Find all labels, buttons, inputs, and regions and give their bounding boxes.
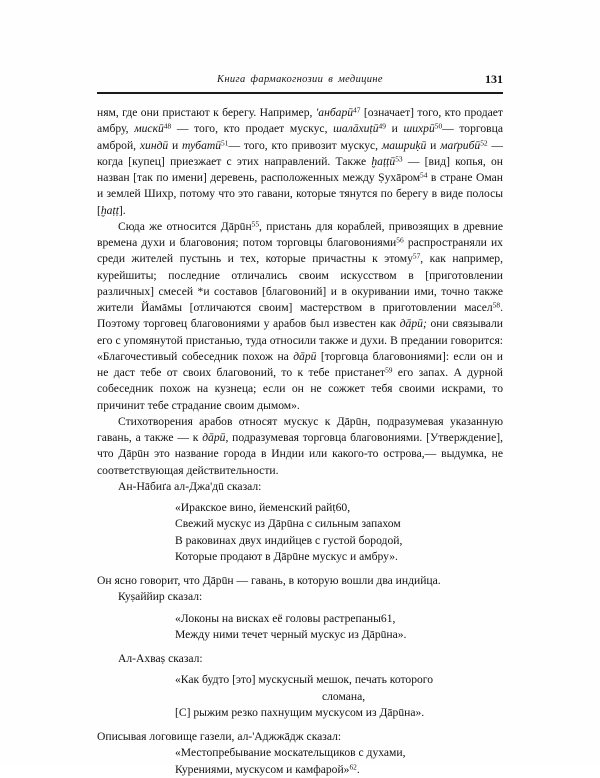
verse-line: «Как будто [это] мускусный мешок, печать которого — [175, 673, 434, 687]
verse-line-overflow: сломана, — [322, 689, 366, 703]
paragraph-2: Сюда же относится Дāрūн$^{55}$, пристань для кораблей, привозящих в древние времена духи и благовония; потом торговцы благовониями$^{56}$ распространяли их среди жителей пустынь и тех, которые причастны к этому$^{57}$, как например, курейшиты; последние отличались своим искусством в [приготовлении различных] смесей *и составов [благовоний] и в окуривании ими, точно также жители Йамāмы [отличаются своим] мастерством в приготовлении масел$^{58}$. Поэтому торговец благовониями у арабов был известен как дāрū; они связывали его с упомянутой пристанью, туда относили также и духи. В предании говорится: «Благочестивый собеседник похож на дāрū [торговца благовониями]: если он и не даст тебе от своих благовоний, то к тебе пристанет$^{59}$ его запах. А дурной собеседник похож на кузнеца; если он не сожжет тебя своими искрами, то причинит тебе страдание своим дымом». — [97, 219, 503, 412]
verse-block-2 — [97, 611, 503, 644]
verse-line: В раковинах двух индийцев с густой бородой, — [175, 533, 403, 547]
page-number: 131 — [485, 72, 503, 86]
verse-block-4 — [97, 745, 503, 778]
paragraph-3: Стихотворения арабов относят мускус к Дāрūн, подразумевая указанную гавань, а также — к дāрū, подразумевая торговца благовониями. [Утверждение], что Дāрūн это название города в Индии или какого-то острова,— выдумка, не соответствующая действительности. — [97, 414, 503, 477]
running-head-title: Книга фармакогнозии в медицине — [217, 74, 383, 85]
speaker-line-2: Куṣаййир сказал: — [118, 590, 203, 604]
verse-line: «Иракское вино, йеменский райṭ60, — [175, 501, 351, 514]
verse-line-text: Курениями, мускусом и камфарой» — [175, 762, 350, 776]
speaker-line-3: Ал-Ахваṣ сказал: — [118, 652, 203, 665]
verse-spacer — [97, 721, 503, 729]
verse-line: «Местопребывание москательщиков с духами, — [175, 746, 406, 760]
comment-line-1: Он ясно говорит, что Дāрūн — гавань, в которую вошли два индийца. — [97, 574, 441, 587]
verse-line: Курениями, мускусом и камфарой»$^{62}$. — [175, 761, 360, 776]
verse-spacer — [97, 565, 503, 573]
verse-line: Которые продают в Дāрūне мускус и амбру». — [175, 549, 398, 563]
paragraph-1: ням, где они пристают к берегу. Например, 'анбарū$^{47}$ [означает] того, кто продает амбру, мискū$^{48}$ — того, кто продает мускус, шалāхиṭū$^{49}$ и шихрū$^{50}$— торговца амброй, хиндū и тубатū$^{51}$— того, кто привозит мускус, машриḳū и маґрибū$^{52}$ — когда [купец] приезжает с этих направлений. Также ḫаṭṭū$^{53}$ — [вид] копья, он назван [так по имени] деревень, расположенных между Ṣухāром$^{54}$ в стране Оман и землей Шихр, потому что это гавани, которые тянутся по берегу в виде полосы [ḫаṭṭ]. — [97, 105, 503, 217]
verse-line: [С] рыжим резко пахнущим мускусом из Дāрūна». — [175, 705, 425, 719]
verse-spacer — [97, 643, 503, 651]
running-head — [97, 74, 503, 85]
header-rule — [97, 92, 503, 94]
speaker-line-1: Ан-Нāбиґа ал-Джа'дū сказал: — [118, 479, 262, 493]
verse-block-3 — [97, 672, 503, 721]
verse-line: «Локоны на висках её головы растрепаны61, — [175, 611, 396, 625]
speaker-line-4: Описывая логовище газели, ал-'Аджжāдж сказал: — [97, 730, 342, 743]
verse-line: Свежий мускус из Дāрūна с сильным запахом — [175, 517, 401, 531]
text-column — [97, 105, 503, 778]
footnote-marker-62: 62 — [349, 761, 357, 771]
verse-line: Между ними течет черный мускус из Дāрūна». — [175, 627, 407, 641]
verse-block-1 — [97, 500, 503, 565]
